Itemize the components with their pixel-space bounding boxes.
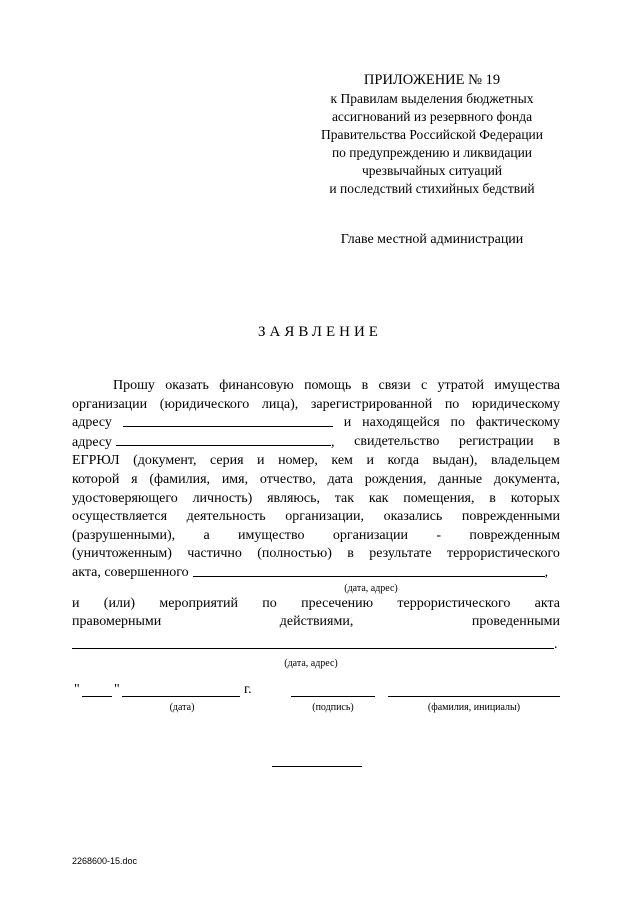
body-word: (юридического (159, 396, 250, 412)
quote-close: " (114, 682, 120, 697)
body-word: и (343, 415, 352, 431)
date-caption: (дата) (169, 702, 195, 713)
body-word: мероприятий (159, 595, 238, 611)
body-word: лица), (261, 396, 299, 412)
body-word: зарегистрированной (310, 396, 433, 412)
appendix-subtitle-line: и последствий стихийных бедствий (329, 181, 535, 196)
body-word: организации, (285, 509, 364, 525)
body-word: в (489, 490, 496, 506)
body-word: акта (534, 595, 560, 611)
body-word: оказать (165, 378, 209, 393)
body-word: являюсь, (267, 490, 320, 506)
legal-address-field[interactable] (123, 414, 333, 427)
body-segment (72, 433, 334, 453)
body-word: как (368, 490, 389, 506)
appendix-subtitle-line: Правительства Российской Федерации (321, 127, 543, 142)
body-word: фактическому (475, 415, 560, 431)
body-word: акта, совершенного (72, 564, 189, 580)
body-line (72, 595, 560, 614)
signature-field[interactable] (291, 684, 375, 697)
body-word: а (203, 527, 210, 543)
appendix-title: ПРИЛОЖЕНИЕ № 19 (363, 72, 501, 88)
body-word: рождения, (364, 471, 427, 487)
body-word: кем (331, 453, 353, 469)
body-word: ЕГРЮЛ (72, 453, 120, 469)
body-word: частично (187, 546, 242, 562)
body-line (72, 545, 560, 564)
body-word: (фамилия, (149, 471, 211, 487)
body-line (72, 396, 560, 415)
body-word: Прошу (113, 378, 155, 393)
body-word: дата (327, 471, 354, 487)
day-field[interactable] (82, 684, 112, 697)
appendix-subtitle-line: ассигнований из резервного фонда (331, 109, 533, 124)
body-word: террористического (446, 546, 560, 562)
document-title: ЗАЯВЛЕНИЕ (258, 324, 382, 340)
body-word: юридическому (471, 396, 560, 412)
body-word: личность) (192, 490, 253, 506)
body-line (72, 527, 560, 546)
body-word: регистрации (459, 433, 534, 449)
body-word: которых (510, 490, 560, 506)
body-word: так (334, 490, 355, 506)
body-word: удостоверяющего (72, 490, 178, 506)
body-word: данные (438, 471, 483, 487)
body-word: в (361, 378, 369, 393)
body-word: и (366, 453, 374, 469)
body-word: утратой (437, 378, 485, 393)
body-word: (или) (103, 595, 136, 611)
month-year-field[interactable] (122, 684, 240, 697)
body-word: номер, (278, 453, 318, 469)
incident-date-address-field[interactable] (193, 564, 545, 577)
body-word: в (553, 433, 560, 449)
field-caption: (дата, адрес) (344, 582, 398, 594)
year-suffix: г. (244, 682, 252, 697)
body-word: отчество, (259, 471, 316, 487)
body-word: находящейся (362, 415, 440, 431)
measures-date-address-field[interactable] (72, 636, 554, 649)
body-word: выдан), (432, 453, 478, 469)
body-word: имущество (238, 527, 305, 543)
body-word: . (554, 636, 558, 652)
body-word: в (347, 546, 354, 562)
body-word: осуществляется (72, 509, 168, 525)
body-word: адресу (72, 415, 112, 431)
body-line (72, 490, 560, 509)
body-word: которой (72, 471, 120, 487)
body-word: проведенными (471, 614, 560, 630)
body-word: поврежденными (461, 509, 560, 525)
body-word: поврежденным (469, 527, 560, 543)
name-caption: (фамилия, инициалы) (427, 702, 521, 713)
body-word: и (257, 453, 265, 469)
body-line (72, 613, 560, 632)
body-word: по (262, 595, 277, 611)
body-line (72, 564, 560, 583)
body-line (72, 508, 560, 527)
actual-address-field[interactable] (116, 433, 331, 446)
body-word: финансовую (219, 378, 294, 393)
body-line (72, 377, 560, 396)
application-body (72, 377, 560, 670)
body-word: (полностью) (257, 546, 332, 562)
signature-row (72, 682, 572, 722)
body-word: документа, (493, 471, 560, 487)
appendix-subtitle-line: по предупреждению и ликвидации (331, 145, 533, 160)
body-word: по (450, 415, 466, 431)
document-code: 2268600-15.doc (72, 856, 138, 866)
body-word: имя, (221, 471, 249, 487)
body-word: по (444, 396, 460, 412)
body-word: организации (332, 527, 409, 543)
body-word: действиями, (279, 614, 354, 630)
body-word: и (72, 595, 80, 611)
body-word: связи (378, 378, 411, 393)
body-word: , (330, 434, 335, 450)
body-word: серия (210, 453, 244, 469)
body-word: помощь (304, 378, 352, 393)
body-word: когда (387, 453, 419, 469)
quote-open: " (74, 682, 80, 697)
body-line (72, 471, 560, 490)
name-initials-field[interactable] (388, 684, 560, 697)
body-word: адресу (72, 434, 112, 450)
body-word: , (544, 564, 549, 580)
body-word: деятельность (186, 509, 266, 525)
body-word: оказались (383, 509, 443, 525)
body-word: имущества (494, 378, 560, 393)
body-word: пресечению (301, 595, 374, 611)
body-line (72, 636, 560, 655)
body-word: (уничтоженным) (72, 546, 172, 562)
body-word: организации (72, 396, 148, 412)
body-word: (разрушенными), (72, 527, 176, 543)
appendix-header (296, 71, 568, 198)
addressee: Главе местной администрации (340, 232, 524, 247)
body-line (72, 414, 560, 433)
body-word: свидетельство (354, 433, 440, 449)
body-line (72, 452, 560, 471)
body-line (72, 433, 560, 453)
body-word: (документ, (133, 453, 197, 469)
body-word: владельцем (490, 453, 560, 469)
body-word: правомерными (72, 614, 162, 630)
body-word: с (420, 378, 428, 393)
appendix-subtitle-line: к Правилам выделения бюджетных (330, 91, 534, 106)
footer-divider (272, 766, 362, 767)
appendix-subtitle-line: чрезвычайных ситуаций (361, 163, 503, 178)
signature-caption: (подпись) (312, 702, 354, 713)
body-word: террористического (397, 595, 511, 611)
body-word: - (436, 527, 442, 543)
body-word: помещения, (403, 490, 475, 506)
field-caption: (дата, адрес) (284, 658, 338, 670)
body-word: результате (369, 546, 432, 562)
body-word: я (131, 471, 138, 487)
